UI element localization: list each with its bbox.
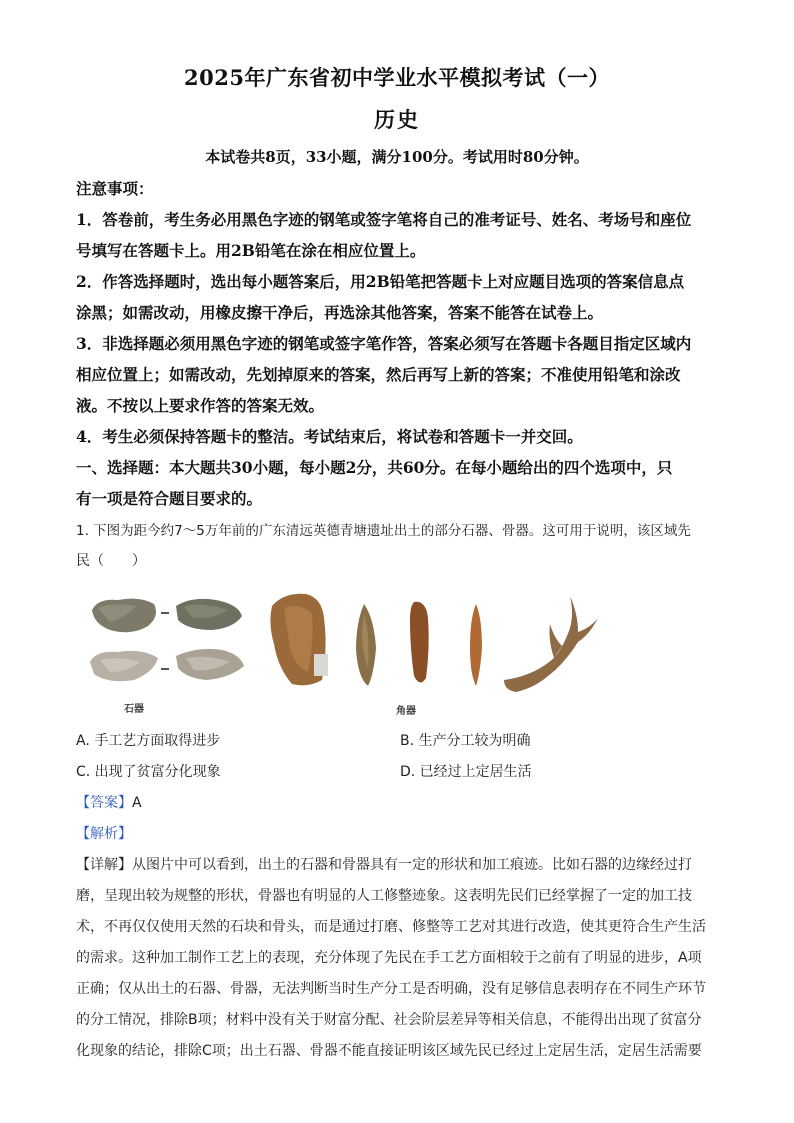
detail-label: 【详解】 [76, 857, 132, 873]
detail-line: 的需求。这种加工制作工艺上的表现，充分体现了先民在手工艺方面相较于之前有了明显的进步，A项 [76, 950, 702, 966]
question-stem: 1. 下图为距今约7～5万年前的广东清远英德青塘遗址出土的部分石器、骨器。这可用于说明，该区域先 [76, 523, 691, 539]
answer-value: A [132, 795, 142, 811]
subject-title: 历史 [374, 107, 420, 132]
figure-caption-stone: 石器 [124, 704, 144, 715]
analysis-label: 【解析】 [76, 826, 132, 842]
analysis-line [76, 823, 132, 843]
antler-tools-image [264, 588, 604, 700]
option-b: B. 生产分工较为明确 [400, 733, 531, 749]
notice-line: 号填写在答题卡上。用2B铅笔在涂在相应位置上。 [76, 241, 426, 260]
notice-line: 1．答卷前，考生务必用黑色字迹的钢笔或签字笔将自己的准考证号、姓名、考场号和座位 [76, 210, 692, 229]
detail-line [76, 850, 726, 880]
detail-line: 术，不再仅仅使用天然的石块和骨头，而是通过打磨、修整等工艺对其进行改造，使其更符合生产生活 [76, 919, 706, 935]
notice-line: 4．考生必须保持答题卡的整洁。考试结束后，将试卷和答题卡一并交回。 [76, 427, 583, 446]
notice-line: 2．作答选择题时，选出每小题答案后，用2B铅笔把答题卡上对应题目选项的答案信息点 [76, 272, 685, 291]
notice-line: 3．非选择题必须用黑色字迹的钢笔或签字笔作答，答案必须写在答题卡各题目指定区域内 [76, 334, 692, 353]
option-a: A. 手工艺方面取得进步 [76, 733, 221, 749]
answer-label: 【答案】 [76, 795, 132, 811]
notice-line: 涂黑；如需改动，用橡皮擦干净后，再选涂其他答案，答案不能答在试卷上。 [76, 303, 604, 322]
figure-caption-antler: 角器 [396, 706, 416, 717]
section-heading: 一、选择题：本大题共30小题，每小题2分，共60分。在每小题给出的四个选项中，只 [76, 458, 673, 477]
notice-line: 相应位置上；如需改动，先划掉原来的答案，然后再写上新的答案；不准使用铅笔和涂改 [76, 365, 681, 384]
section-heading: 有一项是符合题目要求的。 [76, 489, 263, 508]
option-d: D. 已经过上定居生活 [400, 764, 532, 780]
exam-title: 2025年广东省初中学业水平模拟考试（一） [184, 65, 610, 90]
detail-line: 的分工情况，排除B项；材料中没有关于财富分配、社会阶层差异等相关信息，不能得出出现了贫富分 [76, 1012, 702, 1028]
detail-text: 从图片中可以看到，出土的石器和骨器具有一定的形状和加工痕迹。比如石器的边缘经过打 [132, 857, 692, 873]
option-c: C. 出现了贫富分化现象 [76, 764, 221, 780]
question-stem: 民（ ） [76, 553, 146, 569]
detail-line: 正确；仅从出土的石器、骨器，无法判断当时生产分工是否明确，没有足够信息表明存在不同生产环节 [76, 981, 706, 997]
notice-heading: 注意事项： [76, 179, 154, 198]
notice-line: 液。不按以上要求作答的答案无效。 [76, 396, 325, 415]
detail-line: 化现象的结论，排除C项；出土石器、骨器不能直接证明该区域先民已经过上定居生活，定居生活需要 [76, 1043, 702, 1059]
detail-line: 磨，呈现出较为规整的形状，骨器也有明显的人工修整迹象。这表明先民们已经掌握了一定的加工技 [76, 888, 692, 904]
stone-tools-image [88, 592, 248, 696]
exam-meta: 本试卷共8页，33小题，满分100分。考试用时80分钟。 [205, 148, 589, 166]
answer-line [76, 792, 142, 812]
